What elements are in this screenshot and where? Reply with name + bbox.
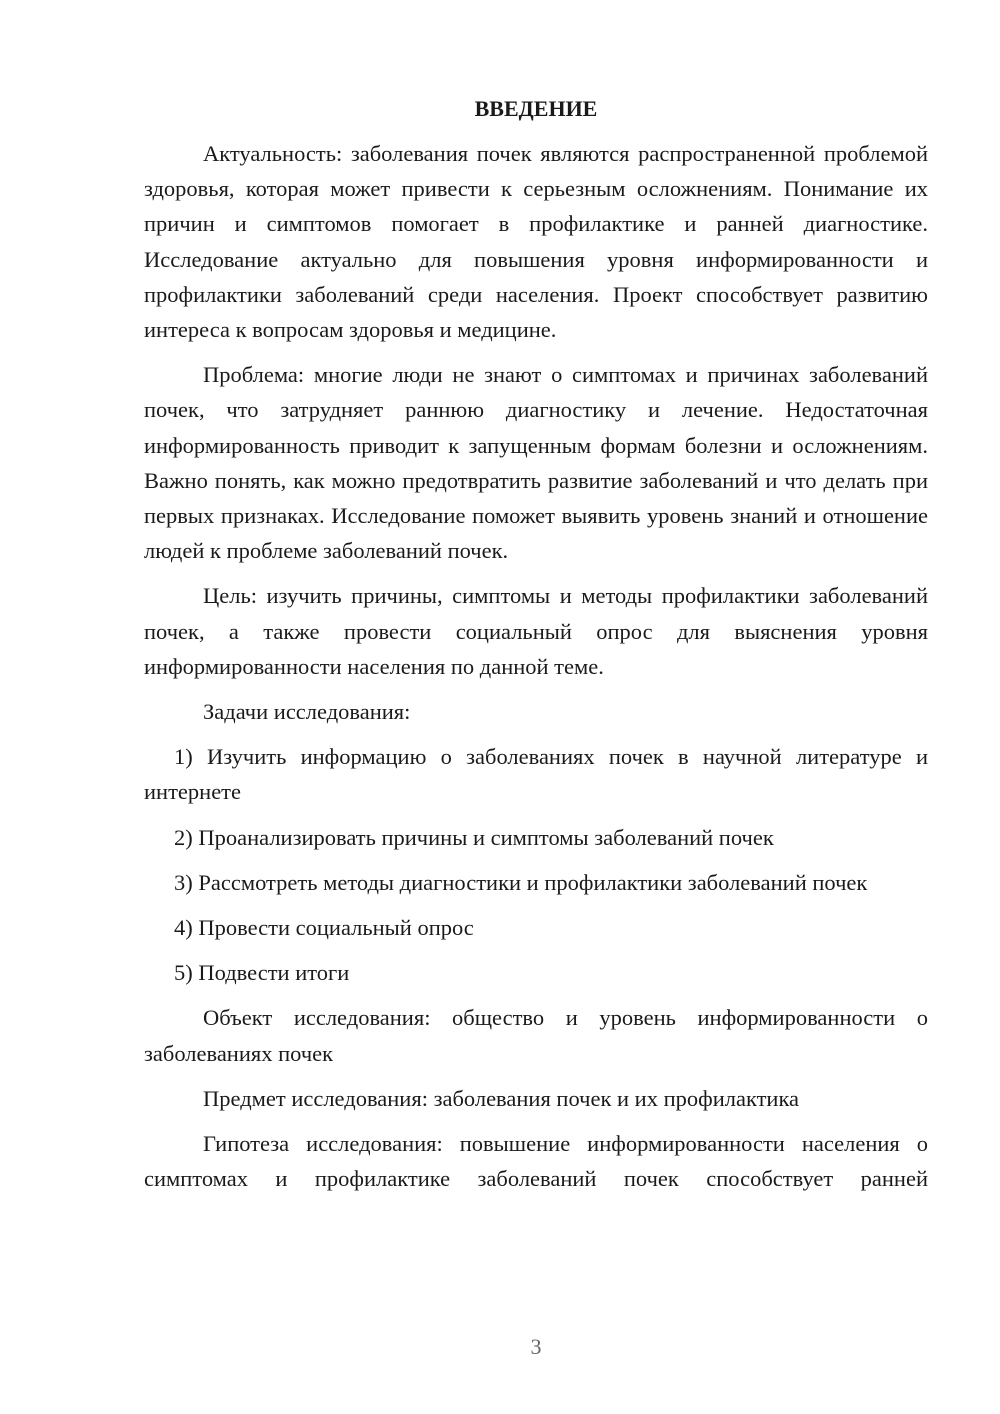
hypothesis-paragraph: Гипотеза исследования: повышение информированности населения о симптомах и профилактике заболеваний почек способствует ранней bbox=[144, 1131, 928, 1192]
subject-paragraph: Предмет исследования: заболевания почек и их профилактика bbox=[203, 1085, 800, 1111]
relevance-paragraph: Актуальность: заболевания почек являются распространенной проблемой здоровья, которая может привести к серьезным осложнениям. Понимание их причин и симптомов помогает в профилактике и ранней диагностике. Исследование актуально для повышения уровня информированности и профилактики заболеваний среди населения. Проект способствует развитию интереса к вопросам здоровья и медицине. bbox=[144, 141, 928, 343]
section-heading: ВВЕДЕНИЕ bbox=[474, 96, 598, 121]
task-item-3: 3) Рассмотреть методы диагностики и профилактики заболеваний почек bbox=[174, 869, 868, 895]
tasks-title: Задачи исследования: bbox=[203, 699, 411, 725]
page-number: 3 bbox=[530, 1334, 542, 1359]
page-content bbox=[144, 90, 928, 1206]
problem-paragraph: Проблема: многие люди не знают о симптомах и причинах заболеваний почек, что затрудняет раннюю диагностику и лечение. Недостаточная информированность приводит к запущенным формам болезни и осложнениям. Важно понять, как можно предотвратить развитие заболеваний и что делать при первых признаках. Исследование поможет выявить уровень знаний и отношение людей к проблеме заболеваний почек. bbox=[144, 362, 928, 564]
task-item-1: 1) Изучить информацию о заболеваниях почек в научной литературе и интернете bbox=[144, 744, 928, 805]
task-item-4: 4) Провести социальный опрос bbox=[174, 915, 474, 941]
object-paragraph: Объект исследования: общество и уровень информированности о заболеваниях почек bbox=[144, 1005, 928, 1066]
task-item-5: 5) Подвести итоги bbox=[174, 960, 350, 986]
task-item-2: 2) Проанализировать причины и симптомы заболеваний почек bbox=[174, 824, 774, 850]
goal-paragraph: Цель: изучить причины, симптомы и методы профилактики заболеваний почек, а также провести социальный опрос для выяснения уровня информированности населения по данной теме. bbox=[144, 583, 928, 679]
